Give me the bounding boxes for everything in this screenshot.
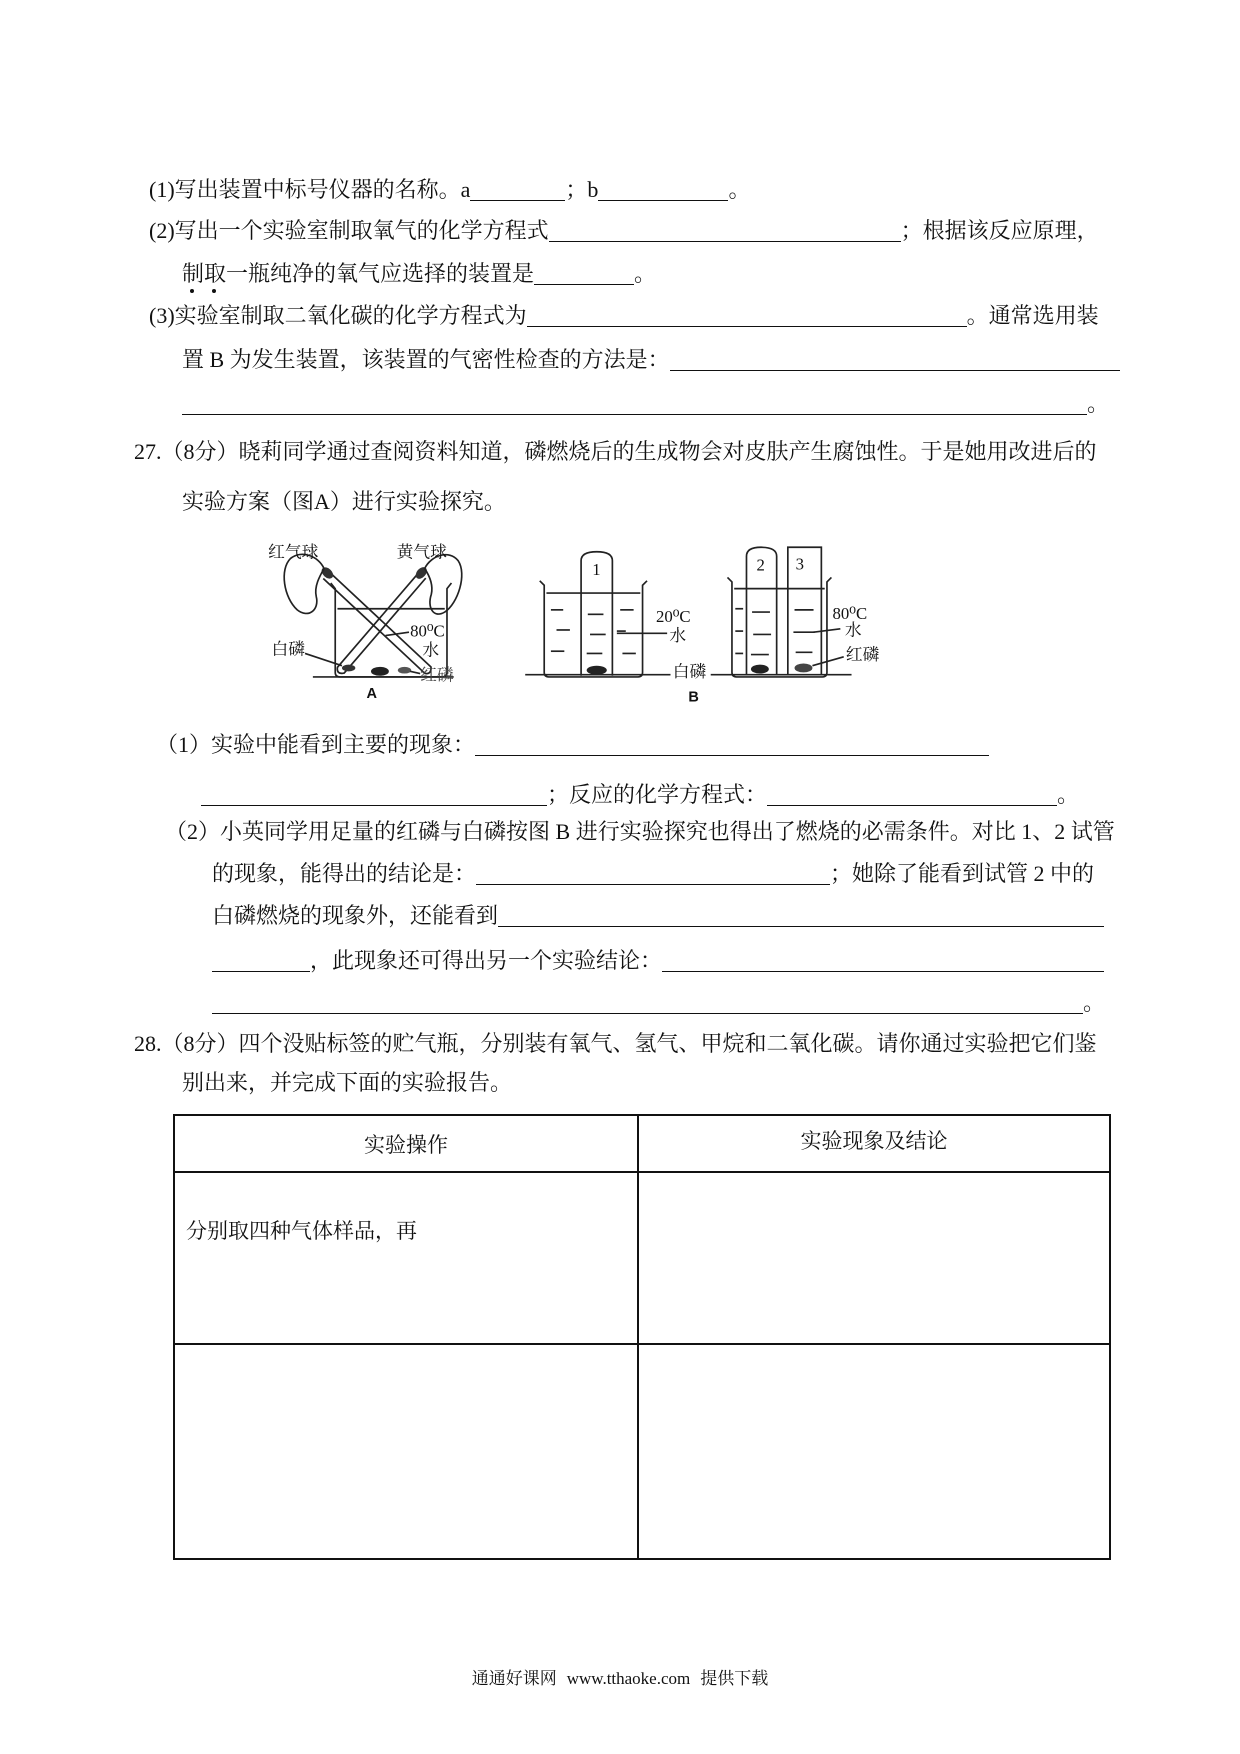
answer-blank [201, 785, 547, 806]
temperature-label: 80⁰C [410, 621, 445, 641]
table-cell-operation-2 [175, 1345, 637, 1558]
beaker-b1 [540, 581, 647, 677]
table-header-result [639, 1116, 1109, 1163]
answer-blank [212, 951, 310, 972]
q26-sub1-end: 。 [728, 177, 751, 202]
white-phosphorus-label: 白磷 [271, 639, 306, 659]
experiment-report-table [173, 1114, 1111, 1560]
test-tube-3 [788, 547, 822, 674]
red-balloon [284, 554, 324, 613]
table-cell-result-2 [639, 1345, 1109, 1558]
tube-3-label: 3 [795, 554, 805, 574]
q26-sub1-text-b: ；b [565, 177, 599, 202]
q28-stem-line-2 [182, 1068, 512, 1098]
table-cell-result-1 [639, 1173, 1109, 1343]
answer-blank [527, 306, 967, 327]
red-phosphorus [398, 667, 411, 674]
table-header-operation [175, 1116, 637, 1171]
tube-2-label: 2 [756, 555, 765, 575]
answer-blank [475, 735, 989, 756]
water-label: 水 [422, 640, 440, 660]
leader-line [305, 653, 342, 665]
figure-b-caption: B [688, 689, 699, 706]
leader-line [410, 671, 420, 673]
q27-sub1-text-2: ；反应的化学方程式： [547, 782, 768, 807]
answer-blank [470, 180, 565, 201]
q26-sub3-line-3 [182, 389, 1109, 419]
q27-sub2-line [165, 817, 1115, 847]
q27-sub2-end: 。 [1083, 990, 1106, 1015]
emphasis-dot [212, 289, 216, 293]
tube-1-label: 1 [592, 560, 601, 580]
footer-url: www.tthaoke.com [566, 1669, 691, 1688]
experiment-figure [257, 536, 894, 715]
q27-stem-line-1 [134, 437, 1097, 467]
answer-blank [549, 221, 901, 242]
q26-sub3-end: 。 [1087, 391, 1110, 416]
white-phosphorus-label-b: 白磷 [672, 661, 707, 681]
table-cell-text: 分别取四种气体样品，再 [186, 1219, 417, 1243]
temperature-label-b2: 80⁰C [832, 603, 868, 623]
table-header-label: 实验现象及结论 [800, 1128, 948, 1153]
page-footer [0, 1666, 1240, 1692]
q27-sub2-text: 小英同学用足量的红磷与白磷按图 B 进行实验探究也得出了燃烧的必需条件。对比 1、2 试管 [220, 819, 1115, 844]
white-phosphorus-tube-1 [587, 666, 607, 675]
q26-sub2-line [149, 216, 1099, 246]
answer-blank [498, 906, 1104, 927]
q26-sub3-text-3: 置 B 为发生装置，该装置的气密性检查的方法是： [182, 347, 670, 372]
water-dashes-b1 [551, 610, 636, 654]
white-phosphorus-tube-2 [751, 665, 769, 674]
q26-sub2-end: 。 [634, 261, 657, 286]
q27-sub2-text-4: 白磷燃烧的现象外，还能看到 [212, 903, 499, 928]
q26-sub1-number: (1) [149, 177, 175, 202]
water-label-b1: 水 [669, 626, 687, 646]
phosphorus-sample [371, 667, 389, 676]
beaker-b2 [727, 577, 831, 676]
q26-sub3-text: 实验室制取二氧化碳的化学方程式为 [174, 303, 527, 328]
q26-sub1-text: 写出装置中标号仪器的名称。a [174, 177, 471, 202]
q27-sub1-text: 实验中能看到主要的现象： [211, 732, 476, 757]
water-label-b2: 水 [844, 620, 862, 640]
q26-sub2-number: (2) [149, 218, 175, 243]
q27-sub1-end: 。 [1057, 782, 1080, 807]
figure-a-caption: A [366, 686, 378, 703]
answer-blank [212, 993, 1083, 1014]
figure-a [268, 542, 462, 702]
footer-site-name: 通通好课网 [471, 1669, 557, 1688]
q27-stem: 27.（8分）晓莉同学通过查阅资料知道，磷燃烧后的生成物会对皮肤产生腐蚀性。于是她用改进后的 [134, 439, 1097, 464]
white-phosphorus [342, 665, 355, 672]
q27-sub2-text-3: ；她除了能看到试管 2 中的 [830, 861, 1095, 886]
q26-sub2-text-2: ；根据该反应原理， [900, 218, 1099, 243]
answer-blank [476, 864, 830, 885]
q27-sub1-line [156, 730, 989, 760]
q27-sub2-line-5 [212, 988, 1105, 1018]
q27-sub1-number: （1） [156, 732, 212, 757]
q26-sub3-line [149, 301, 1099, 331]
temperature-label-b1: 20⁰C [655, 607, 691, 627]
figure-b [525, 547, 879, 705]
answer-blank [182, 394, 1087, 415]
q26-sub3-text-2: 。通常选用装 [966, 303, 1099, 328]
q27-stem-2: 实验方案（图A）进行实验探究。 [182, 489, 506, 514]
red-phosphorus-label-b: 红磷 [845, 645, 880, 665]
q26-sub2-text-3: 制取一瓶纯净的氧气应选择的装置是 [182, 261, 535, 286]
q27-stem-line-2 [182, 487, 506, 517]
answer-blank [598, 180, 728, 201]
q28-stem: 28.（8分）四个没贴标签的贮气瓶，分别装有氧气、氢气、甲烷和二氧化碳。请你通过实验把它们鉴 [134, 1031, 1097, 1056]
q27-sub2-number: （2） [165, 819, 221, 844]
leader-line [812, 657, 843, 666]
red-phosphorus-label: 红磷 [420, 665, 454, 685]
q26-sub3-line-2 [182, 345, 1120, 375]
q27-sub2-line-4 [212, 946, 1104, 976]
q27-sub2-line-3 [212, 901, 1104, 931]
q26-sub3-number: (3) [149, 303, 175, 328]
footer-note: 提供下载 [700, 1669, 769, 1688]
red-phosphorus-tube-3 [795, 663, 813, 672]
red-balloon-label: 红气球 [268, 542, 319, 562]
q27-sub2-line-2 [212, 859, 1094, 889]
q27-sub1-line-2 [201, 780, 1079, 810]
yellow-balloon [425, 555, 462, 614]
q28-stem-line-1 [134, 1029, 1097, 1059]
answer-blank [670, 350, 1120, 371]
q26-sub2-text: 写出一个实验室制取氧气的化学方程式 [174, 218, 549, 243]
q27-sub2-text-2: 的现象，能得出的结论是： [212, 861, 477, 886]
q28-stem-2: 别出来，并完成下面的实验报告。 [182, 1070, 513, 1095]
table-cell-operation-1 [175, 1173, 637, 1343]
q26-sub2-line-2 [182, 259, 656, 289]
answer-blank [662, 951, 1104, 972]
emphasis-dot [190, 289, 194, 293]
yellow-balloon-label: 黄气球 [396, 542, 447, 562]
q26-sub1-line [149, 175, 750, 205]
q27-sub2-text-5: ，此现象还可得出另一个实验结论： [310, 948, 663, 973]
answer-blank [534, 264, 634, 285]
answer-blank [767, 785, 1057, 806]
table-header-label: 实验操作 [364, 1132, 448, 1157]
